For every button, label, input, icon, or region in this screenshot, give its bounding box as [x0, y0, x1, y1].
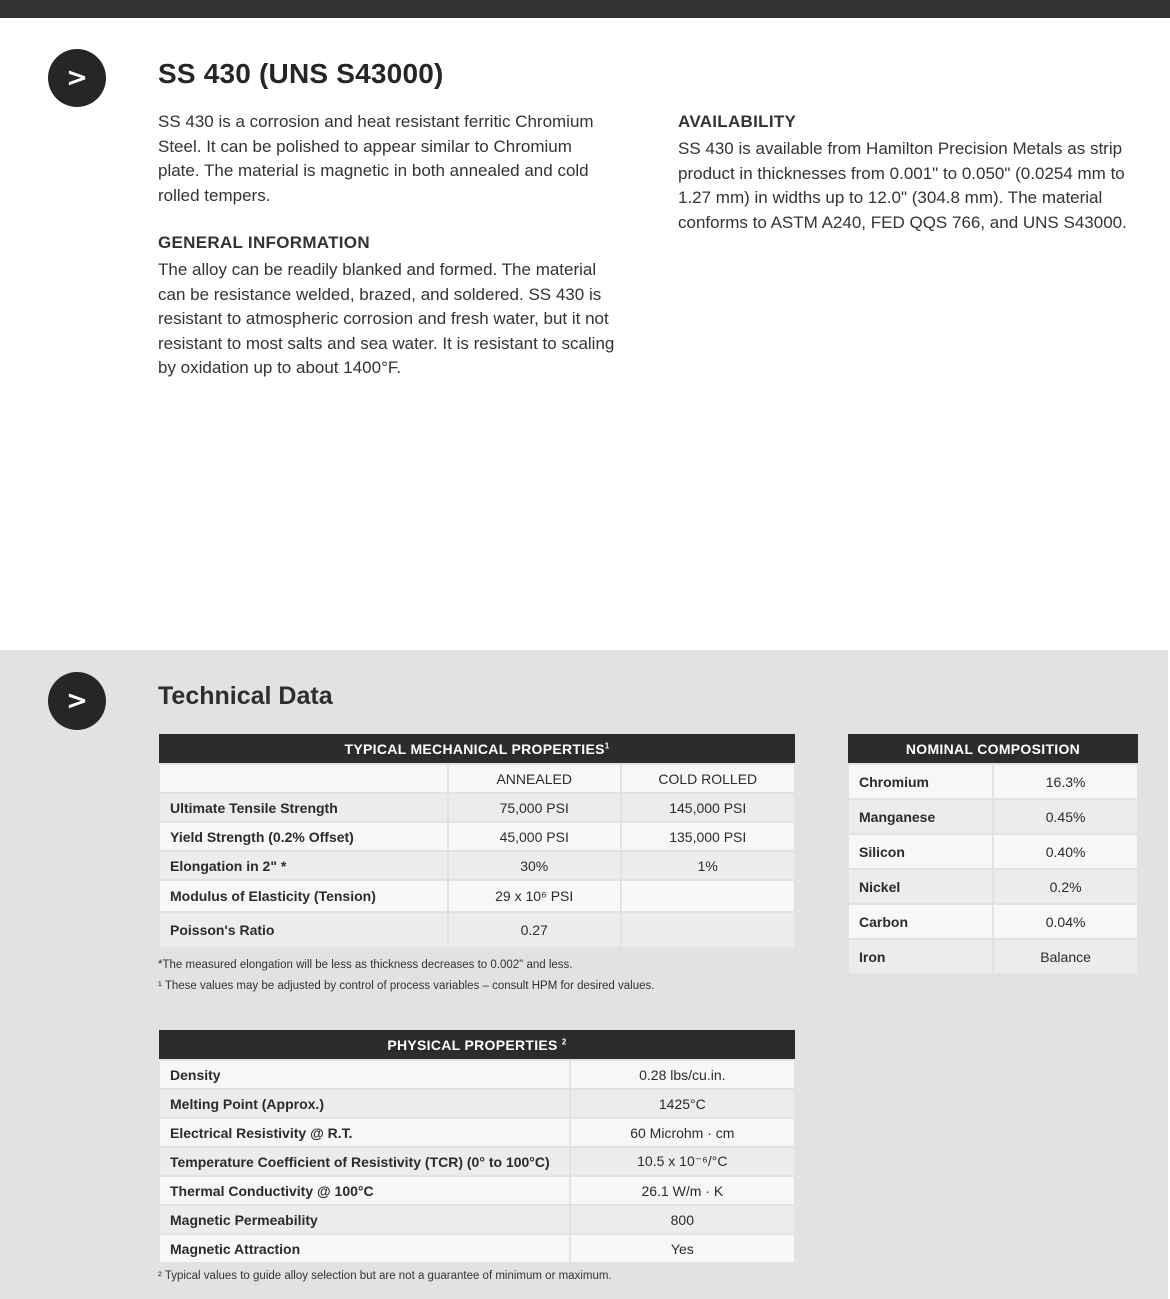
element-value: 0.40% [993, 834, 1138, 869]
annealed-value: 0.27 [448, 912, 621, 948]
element-label: Manganese [848, 799, 993, 834]
property-value: 60 Microhm · cm [570, 1118, 795, 1147]
cold-rolled-value: 1% [621, 851, 796, 880]
table-row [159, 1118, 795, 1147]
row-label: Ultimate Tensile Strength [159, 793, 448, 822]
cold-rolled-value: 145,000 PSI [621, 793, 796, 822]
mechanical-table [158, 734, 796, 949]
chevron-right-icon: > [48, 672, 106, 730]
annealed-value: 75,000 PSI [448, 793, 621, 822]
property-label: Temperature Coefficient of Resistivity (TCR) (0° to 100°C) [159, 1147, 570, 1176]
property-label: Magnetic Permeability [159, 1205, 570, 1234]
physical-note: ² Typical values to guide alloy selection but are not a guarantee of minimum or maximum. [158, 1270, 612, 1282]
table-row [848, 939, 1138, 974]
table-row [159, 1234, 795, 1263]
table-row [159, 1205, 795, 1234]
property-value: 10.5 x 10⁻⁶/°C [570, 1147, 795, 1176]
general-heading: GENERAL INFORMATION [158, 233, 370, 252]
element-value: 16.3% [993, 764, 1138, 799]
element-value: Balance [993, 939, 1138, 974]
technical-title: Technical Data [158, 682, 333, 710]
row-label: Yield Strength (0.2% Offset) [159, 822, 448, 851]
annealed-value: 45,000 PSI [448, 822, 621, 851]
mechanical-table-header: TYPICAL MECHANICAL PROPERTIES$^1$ [159, 734, 795, 764]
cold-rolled-value [621, 912, 796, 948]
property-label: Electrical Resistivity @ R.T. [159, 1118, 570, 1147]
annealed-value: 30% [448, 851, 621, 880]
table-row [848, 799, 1138, 834]
property-value: 0.28 lbs/cu.in. [570, 1060, 795, 1089]
column-header-annealed: ANNEALED [448, 764, 621, 793]
chevron-right-icon: > [48, 49, 106, 107]
element-label: Iron [848, 939, 993, 974]
column-header-cold-rolled: COLD ROLLED [621, 764, 796, 793]
composition-table-header: NOMINAL COMPOSITION [848, 734, 1138, 764]
physical-table-header: PHYSICAL PROPERTIES $^2$ [159, 1030, 795, 1060]
table-row [159, 1147, 795, 1176]
table-row [848, 764, 1138, 799]
table-row [848, 834, 1138, 869]
mechanical-note-1: *The measured elongation will be less as thickness decreases to 0.002" and less. [158, 959, 573, 971]
cold-rolled-value [621, 880, 796, 912]
availability-paragraph: SS 430 is available from Hamilton Precision Metals as strip product in thicknesses from 0.001" to 0.050" (0.0254 mm to 1.27 mm) in widths up to 12.0" (304.8 mm). The material conforms to ASTM A240, FED QQS 766, and UNS S43000. [678, 139, 1127, 232]
property-label: Melting Point (Approx.) [159, 1089, 570, 1118]
table-row [159, 1060, 795, 1089]
table-row [159, 851, 795, 880]
property-label: Magnetic Attraction [159, 1234, 570, 1263]
element-label: Nickel [848, 869, 993, 904]
page-title: SS 430 (UNS S43000) [158, 58, 444, 89]
element-value: 0.45% [993, 799, 1138, 834]
row-label: Poisson's Ratio [159, 912, 448, 948]
element-label: Silicon [848, 834, 993, 869]
mechanical-note-2: ¹ These values may be adjusted by control of process variables – consult HPM for desired values. [158, 980, 655, 992]
element-label: Chromium [848, 764, 993, 799]
table-row [848, 904, 1138, 939]
table-cell [159, 764, 448, 793]
composition-table [847, 734, 1139, 975]
top-bar [0, 0, 1170, 18]
row-label: Modulus of Elasticity (Tension) [159, 880, 448, 912]
table-row [848, 869, 1138, 904]
table-row [159, 912, 795, 948]
physical-table [158, 1030, 796, 1264]
row-label: Elongation in 2" * [159, 851, 448, 880]
property-label: Density [159, 1060, 570, 1089]
table-row [159, 1176, 795, 1205]
general-paragraph: The alloy can be readily blanked and formed. The material can be resistance welded, brazed, and soldered. SS 430 is resistant to atmospheric corrosion and fresh water, but it not resistant to most salts and sea water. It is resistant to scaling by oxidation up to about 1400°F. [158, 260, 615, 377]
table-row [159, 822, 795, 851]
intro-paragraph: SS 430 is a corrosion and heat resistant ferritic Chromium Steel. It can be polished to appear similar to Chromium plate. The material is magnetic in both annealed and cold rolled tempers. [158, 112, 594, 205]
table-row [159, 1089, 795, 1118]
table-row [159, 880, 795, 912]
availability-heading: AVAILABILITY [678, 112, 797, 131]
table-row [159, 793, 795, 822]
property-value: Yes [570, 1234, 795, 1263]
property-value: 800 [570, 1205, 795, 1234]
cold-rolled-value: 135,000 PSI [621, 822, 796, 851]
property-value: 1425°C [570, 1089, 795, 1118]
element-label: Carbon [848, 904, 993, 939]
property-label: Thermal Conductivity @ 100°C [159, 1176, 570, 1205]
annealed-value: 29 x 10⁶ PSI [448, 880, 621, 912]
element-value: 0.04% [993, 904, 1138, 939]
property-value: 26.1 W/m · K [570, 1176, 795, 1205]
element-value: 0.2% [993, 869, 1138, 904]
